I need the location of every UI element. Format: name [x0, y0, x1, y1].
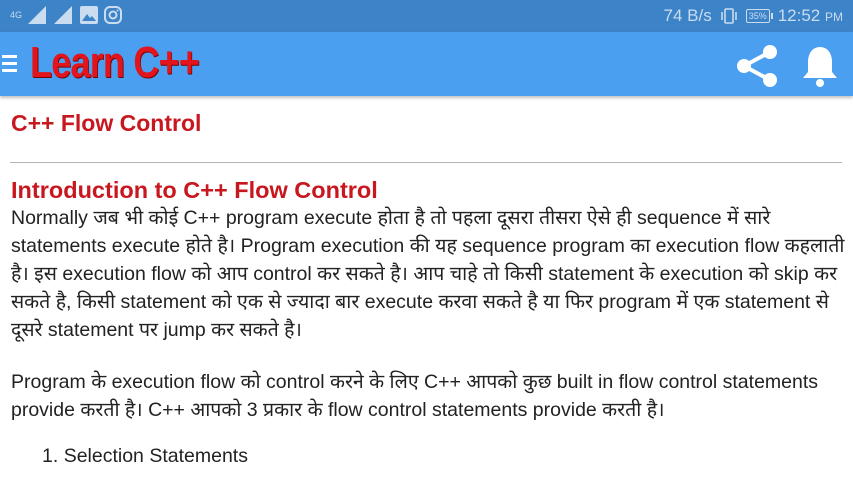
signal-icon-2	[54, 6, 74, 24]
status-time	[778, 6, 843, 26]
network-speed: 74 B/s	[663, 6, 712, 25]
app-bar	[0, 32, 853, 96]
list-item-number: 1.	[42, 445, 59, 467]
status-bar-left	[10, 6, 122, 24]
intro-paragraph: Normally जब भी कोई C++ program execute होता है तो पहला दूसरा तीसरा ऐसे ही sequence में सारे statements execute होते है। Program execution की यह sequence program का execution flow कहलाती है। इस execution flow को आप control कर सकते है। आप चाहे तो किसी statement के execution को skip कर सकते है, किसी statement को एक से ज्यादा बार execute करवा सकते है या फिर program में एक statement से दूसरे statement पर jump कर सकते है।	[11, 207, 845, 341]
app-logo: Learn C++	[30, 38, 200, 87]
image-icon	[80, 6, 98, 24]
battery-icon: 35%	[746, 9, 770, 23]
share-icon[interactable]	[734, 45, 780, 87]
page-title: C++ Flow Control	[11, 110, 202, 136]
time-ampm: PM	[825, 10, 843, 24]
instagram-icon	[104, 6, 122, 24]
section-title: Introduction to C++ Flow Control	[11, 177, 378, 203]
status-bar-right	[664, 6, 844, 26]
time-value: 12:52	[777, 6, 821, 25]
flow-control-paragraph: Program के execution flow को control करने के लिए C++ आपको कुछ built in flow control statements provide करती है। C++ आपको 3 प्रकार के flow control statements provide करती है।	[11, 371, 819, 421]
signal-icon	[28, 6, 48, 24]
menu-icon[interactable]	[2, 55, 18, 73]
statement-types-list	[42, 445, 248, 468]
status-bar	[0, 0, 853, 32]
network-type-label: 4G	[10, 9, 23, 20]
divider	[10, 162, 842, 163]
list-item	[42, 445, 248, 468]
list-item-label: Selection Statements	[63, 445, 248, 467]
vibrate-icon	[720, 7, 738, 25]
bell-icon[interactable]	[800, 44, 840, 88]
